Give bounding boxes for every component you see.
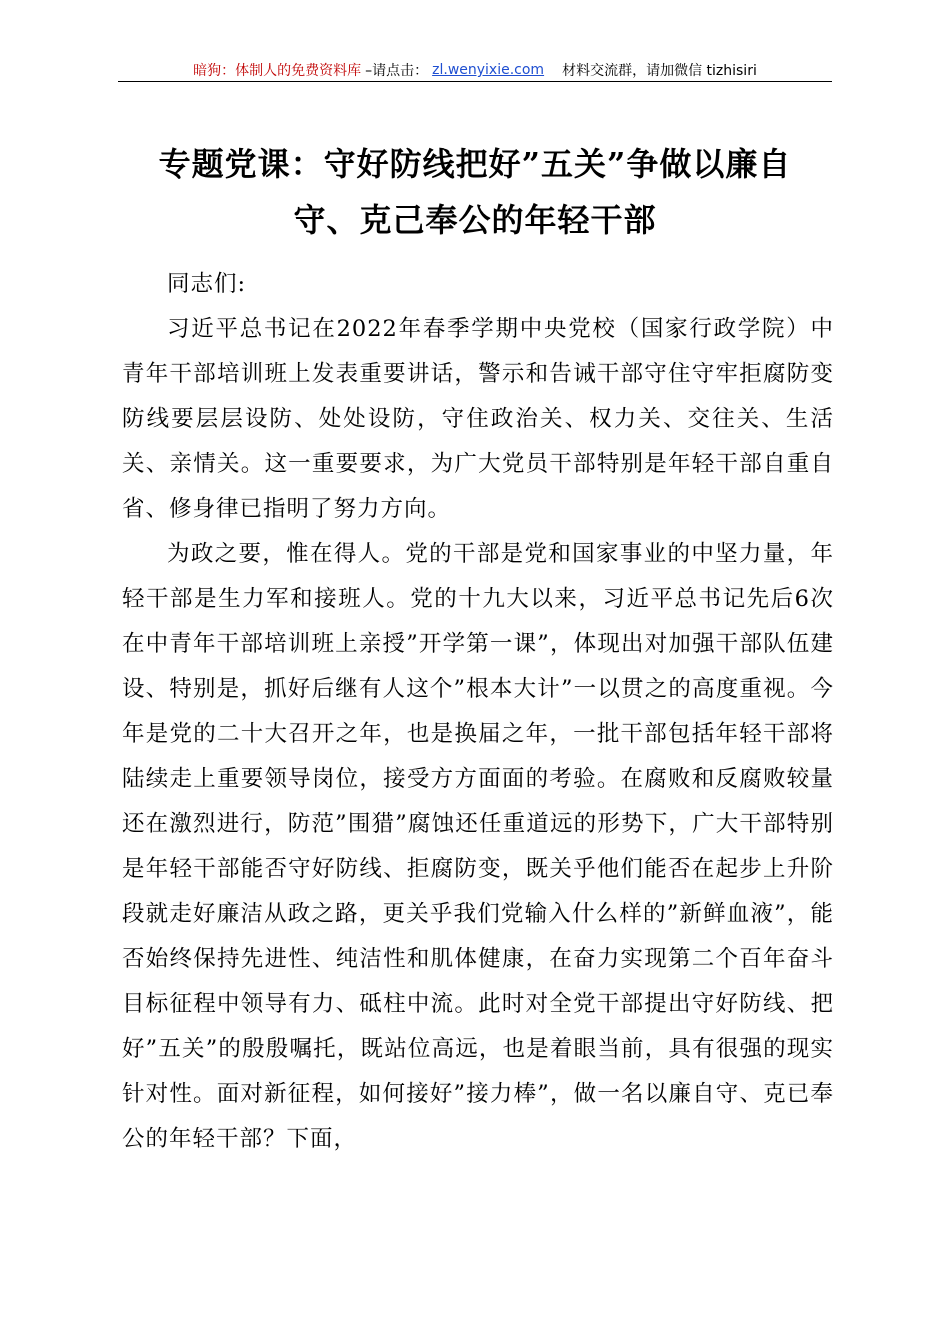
paragraph-2: 为政之要，惟在得人。党的干部是党和国家事业的中坚力量，年轻干部是生力军和接班人。党的十九大以来，习近平总书记先后6次在中青年干部培训班上亲授”开学第一课”，体现出对加强干部队伍建设、特别是，抓好后继有人这个”根本大计”一以贯之的高度重视。今年是党的二十大召开之年，也是换届之年，一批干部包括年轻干部将陆续走上重要领导岗位，接受方方面面的考验。在腐败和反腐败较量还在激烈进行，防范”围猎”腐蚀还任重道远的形势下，广大干部特别是年轻干部能否守好防线、拒腐防变，既关乎他们能否在起步上升阶段就走好廉洁从政之路，更关乎我们党输入什么样的”新鲜血液”，能否始终保持先进性、纯洁性和肌体健康，在奋力实现第二个百年奋斗目标征程中领导有力、砥柱中流。此时对全党干部提出守好防线、把好”五关”的殷殷嘱托，既站位高远，也是着眼当前，具有很强的现实针对性。面对新征程，如何接好”接力棒”，做一名以廉自守、克已奉公的年轻干部？下面，	[122, 541, 834, 1152]
header-wechat-text: 材料交流群，请加微信 tizhisiri	[562, 63, 757, 79]
paragraph-1: 习近平总书记在2022年春季学期中央党校（国家行政学院）中青年干部培训班上发表重要讲话，警示和告诫干部守住守牢拒腐防变防线要层层设防、处处设防，守住政治关、权力关、交往关、生活关、亲情关。这一重要要求，为广大党员干部特别是年轻干部自重自省、修身律已指明了努力方向。	[122, 316, 834, 522]
header-website-link[interactable]: zl.wenyixie.com	[432, 62, 545, 78]
header-click-text: –请点击：	[365, 63, 429, 79]
document-body	[122, 262, 834, 1162]
header-divider	[118, 81, 832, 82]
salutation: 同志们:	[167, 271, 247, 297]
title-line-2: 守、克己奉公的年轻干部	[293, 201, 657, 239]
header-promo-text: 暗狗：体制人的免费资料库	[193, 63, 362, 79]
page-header	[118, 58, 832, 82]
title-line-1: 专题党课：守好防线把好”五关”争做以廉自	[158, 145, 792, 183]
document-title	[118, 136, 832, 248]
